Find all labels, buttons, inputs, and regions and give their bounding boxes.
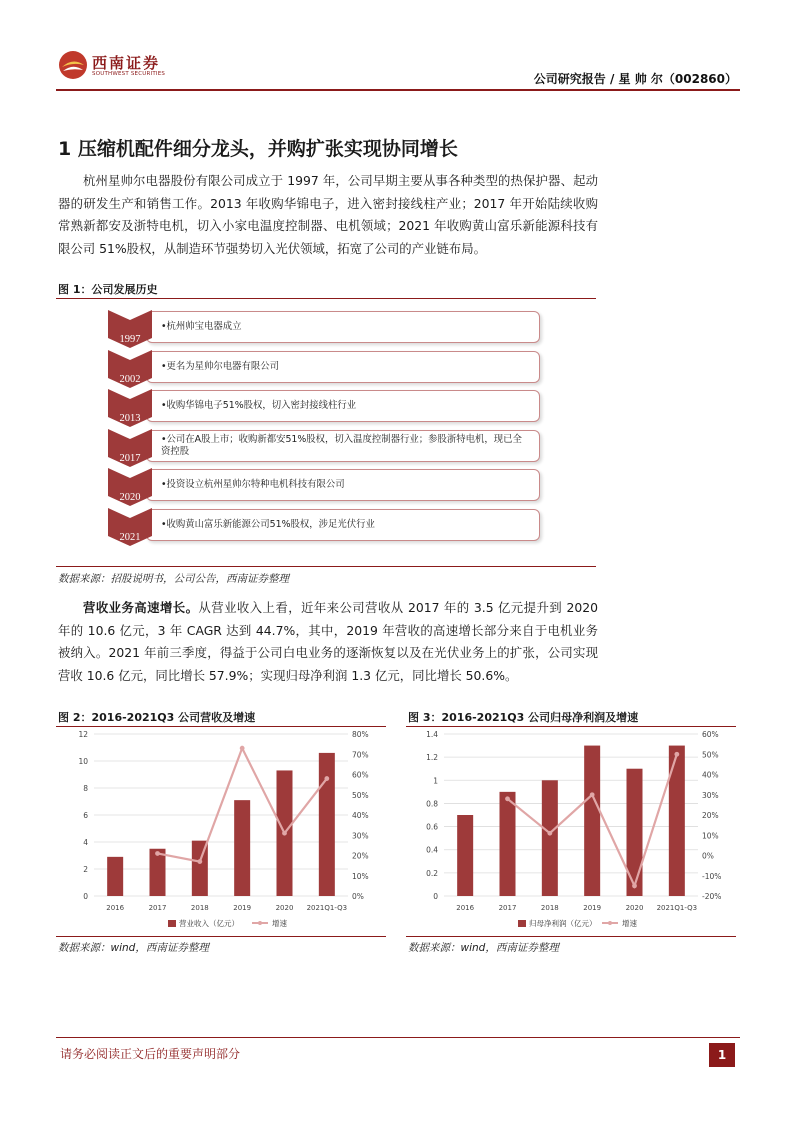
y-axis-tick-label: 0.2 [426, 868, 438, 878]
y-axis-tick-label: 4 [83, 838, 88, 847]
y2-axis-tick-label: 60% [702, 730, 719, 739]
section-title: 1 压缩机配件细分龙头，并购扩张实现协同增长 [58, 138, 458, 160]
figure3-title: 图 3：2016-2021Q3 公司归母净利润及增速 [408, 711, 639, 724]
y2-axis-tick-label: 20% [352, 851, 369, 861]
timeline-event-text: •更名为星帅尔电器有限公司 [161, 360, 280, 372]
y-axis-tick-label: 12 [78, 730, 88, 739]
timeline-year-label: 2017 [119, 452, 141, 464]
x-axis-tick-label: 2020 [625, 904, 644, 912]
net-profit-chart [406, 728, 736, 934]
timeline-event-box [146, 390, 540, 422]
x-axis-tick-label: 2021Q1-Q3 [306, 904, 348, 912]
y-axis-tick-label: 1.4 [426, 730, 438, 739]
intro-paragraph: 杭州星帅尔电器股份有限公司成立于 1997 年，公司早期主要从事各种类型的热保护器、起动器的研发生产和销售工作。2013 年收购华锦电子，进入密封接线柱产业；2017 年开始陆续收购常熟新都安及浙特电机，切入小家电温度控制器、电机领域；2021 年收购黄山富乐新能源科技有限公司 51%股权，从制造环节强势切入光伏领域，拓宽了公司的产业链布局。 [58, 173, 598, 256]
legend-line-label: 增速 [272, 919, 287, 928]
y2-axis-tick-label: 10% [352, 871, 369, 881]
company-timeline [108, 310, 543, 545]
y-axis-tick-label: 6 [83, 811, 88, 820]
y-axis-tick-label: 0.6 [426, 822, 438, 832]
growth-point [547, 831, 552, 836]
y-axis-tick-label: 0.4 [426, 845, 438, 855]
x-axis-tick-label: 2017 [498, 904, 517, 912]
x-axis-tick-label: 2018 [540, 904, 559, 912]
growth-point [197, 859, 202, 864]
timeline-year-chevron [108, 429, 152, 467]
y2-axis-tick-label: 80% [352, 730, 369, 739]
y2-axis-tick-label: 40% [702, 770, 719, 780]
figure1-title: 图 1：公司发展历史 [58, 283, 158, 296]
figure2-source: 数据来源：wind，西南证券整理 [58, 942, 209, 954]
revenue-paragraph-body: 从营业收入上看，近年来公司营收从 2017 年的 3.5 亿元提升到 2020 年的 10.6 亿元，3 年 CAGR 达到 44.7%，其中，2019 年营收的高速增长部分来自于电机业务被纳入。2021 年前三季度，得益于公司白电业务的逐渐恢复以及在光伏业务上的扩张，公司实现营收 10.6 亿元，同比增长 57.9%；实现归母净利润 1.3 亿元，同比增长 50.6%。 [58, 600, 599, 683]
x-axis-tick-label: 2016 [106, 904, 125, 912]
company-logo [58, 48, 168, 84]
footer-divider [56, 1037, 740, 1038]
growth-point [240, 746, 245, 751]
y2-axis-tick-label: -20% [702, 892, 722, 901]
footer-disclaimer: 请务必阅读正文后的重要声明部分 [60, 1047, 241, 1061]
y2-axis-tick-label: 50% [352, 790, 369, 800]
timeline-event-box [146, 311, 540, 343]
timeline-event-box [146, 351, 540, 383]
figure3-top-rule [406, 726, 736, 727]
timeline-year-label: 2002 [119, 373, 141, 385]
revenue-paragraph-lead: 营收业务高速增长。 [83, 600, 199, 615]
y2-axis-tick-label: 30% [352, 831, 369, 841]
x-axis-tick-label: 2016 [456, 904, 475, 912]
figure2-bottom-rule [56, 936, 386, 937]
x-axis-tick-label: 2021Q1-Q3 [656, 904, 698, 912]
timeline-event-text: •投资设立杭州星帅尔特种电机科技有限公司 [161, 479, 345, 490]
page-number: 1 [709, 1043, 735, 1067]
timeline-year-chevron [108, 310, 152, 348]
growth-point [632, 883, 637, 888]
revenue-chart [56, 728, 386, 934]
timeline-event-text: •收购黄山富乐新能源公司51%股权，涉足光伏行业 [161, 518, 375, 530]
figure2-title: 图 2：2016-2021Q3 公司营收及增速 [58, 711, 256, 724]
timeline-year-label: 2013 [119, 413, 141, 424]
figure2-top-rule [56, 726, 386, 727]
chart-bar [107, 857, 123, 896]
x-axis-tick-label: 2019 [233, 904, 252, 912]
y-axis-tick-label: 10 [78, 757, 88, 766]
legend-bar-swatch [518, 920, 526, 927]
y2-axis-tick-label: 10% [702, 831, 719, 841]
growth-point [674, 752, 679, 757]
x-axis-tick-label: 2018 [190, 904, 209, 912]
x-axis-tick-label: 2017 [148, 904, 167, 912]
growth-point [505, 796, 510, 801]
legend-bar-label: 营业收入（亿元） [179, 919, 239, 928]
logo-english-name: SOUTHWEST SECURITIES [92, 71, 166, 77]
legend-line-marker [608, 921, 612, 925]
figure1-source: 数据来源：招股说明书，公司公告，西南证券整理 [58, 573, 289, 585]
y2-axis-tick-label: 60% [352, 770, 369, 780]
timeline-event-text: •公司在A股上市；收购新都安51%股权，切入温度控制器行业；参股浙特电机，现已全资控股 [161, 433, 522, 457]
y2-axis-tick-label: -10% [702, 871, 722, 881]
chart-bar [584, 746, 600, 896]
growth-point [155, 851, 160, 856]
header-divider [56, 89, 740, 91]
chart-svg [56, 728, 386, 934]
logo-chinese-name: 西南证券 [92, 54, 161, 72]
timeline-event-box [146, 469, 540, 501]
timeline-year-label: 1997 [119, 334, 141, 345]
y-axis-tick-label: 0 [83, 892, 88, 901]
y-axis-tick-label: 0.8 [426, 799, 438, 809]
y-axis-tick-label: 2 [83, 865, 88, 874]
y2-axis-tick-label: 40% [352, 811, 369, 820]
y2-axis-tick-label: 0% [702, 851, 714, 861]
chart-bar [234, 800, 250, 896]
logo-mark-icon [58, 50, 88, 80]
figure1-top-rule [56, 298, 596, 299]
legend-line-marker [258, 921, 262, 925]
y2-axis-tick-label: 50% [702, 750, 719, 760]
x-axis-tick-label: 2020 [275, 904, 294, 912]
y-axis-tick-label: 8 [83, 784, 88, 793]
legend-bar-label: 归母净利润（亿元） [529, 919, 597, 928]
chart-bar [542, 780, 558, 896]
y2-axis-tick-label: 30% [702, 790, 719, 800]
timeline-event-text: •收购华锦电子51%股权，切入密封接线柱行业 [161, 400, 357, 411]
legend-bar-swatch [168, 920, 176, 927]
timeline-event-box [146, 509, 540, 541]
figure1-bottom-rule [56, 566, 596, 567]
figure3-source: 数据来源：wind，西南证券整理 [408, 942, 559, 954]
y2-axis-tick-label: 20% [702, 811, 719, 820]
growth-point [590, 792, 595, 797]
y2-axis-tick-label: 70% [352, 750, 369, 760]
revenue-paragraph [58, 597, 598, 687]
figure3-bottom-rule [406, 936, 736, 937]
timeline-year-label: 2020 [119, 492, 141, 503]
y-axis-tick-label: 1.2 [426, 753, 438, 763]
timeline-year-label: 2021 [119, 531, 141, 543]
timeline-event-text: •杭州帅宝电器成立 [161, 321, 242, 332]
timeline-year-chevron [108, 389, 152, 427]
y2-axis-tick-label: 0% [352, 892, 364, 901]
y-axis-tick-label: 1 [433, 776, 438, 786]
y-axis-tick-label: 0 [433, 892, 438, 901]
report-meta: 公司研究报告 / 星 帅 尔（002860） [533, 72, 737, 86]
timeline-year-chevron [108, 508, 152, 546]
timeline-year-chevron [108, 468, 152, 506]
chart-bar [627, 769, 643, 896]
timeline-year-chevron [108, 350, 152, 388]
growth-point [324, 776, 329, 781]
growth-point [282, 831, 287, 836]
chart-svg [406, 728, 736, 934]
chart-bar [319, 753, 335, 896]
legend-line-label: 增速 [622, 919, 637, 928]
chart-bar [500, 792, 516, 896]
x-axis-tick-label: 2019 [583, 904, 602, 912]
timeline-event-box [146, 430, 540, 462]
chart-bar [457, 815, 473, 896]
